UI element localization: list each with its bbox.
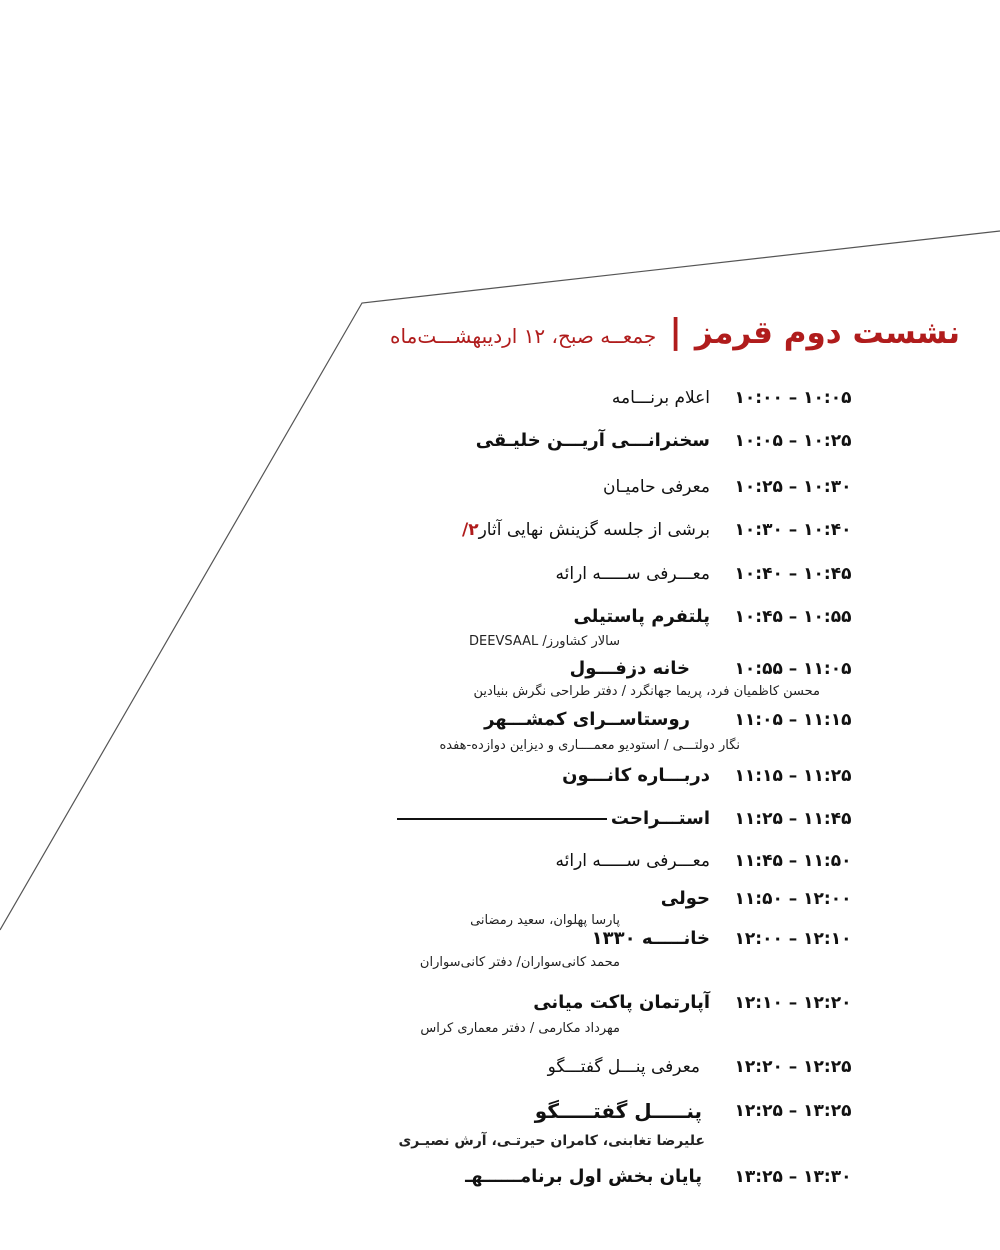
time-range: ۱۱:۱۵ – ۱۱:۲۵ xyxy=(734,766,852,786)
time-range: ۱۱:۲۵ – ۱۱:۴۵ xyxy=(734,809,852,829)
time-range: ۱۰:۰۰ – ۱۰:۰۵ xyxy=(734,388,852,408)
presenter-credit: محسن کاظمیان فرد، پریما جهانگرد / دفتر طراحی نگرش بنیادین xyxy=(473,684,820,699)
schedule-row xyxy=(0,884,1000,914)
program-title: معرفی پنـــل گفتـــگو xyxy=(547,1057,700,1077)
time-range: ۱۰:۰۵ – ۱۰:۲۵ xyxy=(734,431,852,451)
time-range: ۱۰:۳۰ – ۱۰:۴۰ xyxy=(734,520,852,540)
time-range: ۱۲:۲۵ – ۱۳:۲۵ xyxy=(734,1101,852,1121)
schedule-row xyxy=(0,804,1000,834)
presenter-credit: محمد کانی‌سواران/ دفتر کانی‌سواران xyxy=(419,955,620,970)
program-title: پایان بخش اول برنامــــــهـ xyxy=(465,1166,702,1187)
session-name: نشست دوم قرمز xyxy=(694,315,960,351)
schedule-row xyxy=(0,988,1000,1018)
edition-tag: ۲/ xyxy=(461,520,479,540)
time-range: ۱۳:۲۵ – ۱۳:۳۰ xyxy=(734,1167,852,1187)
divider-line xyxy=(397,818,607,820)
time-range: ۱۰:۲۵ – ۱۰:۳۰ xyxy=(734,477,852,497)
schedule-row xyxy=(0,426,1000,456)
program-title: پلتفرم پاستیلی xyxy=(573,606,710,627)
time-range: ۱۰:۵۵ – ۱۱:۰۵ xyxy=(734,659,852,679)
program-title: اعلام برنـــامه xyxy=(611,388,710,408)
schedule-row xyxy=(0,602,1000,632)
program-title: دربـــاره کانـــون xyxy=(562,765,710,786)
presenter-credit: مهرداد مکارمی / دفتر معماری کراس xyxy=(420,1021,620,1036)
time-range: ۱۱:۵۰ – ۱۲:۰۰ xyxy=(734,889,852,909)
program-title: معرفی حامیـان xyxy=(603,477,710,497)
time-range: ۱۲:۰۰ – ۱۲:۱۰ xyxy=(734,929,852,949)
program-title: حولی xyxy=(660,888,710,909)
program-title-text: برشی از جلسه گزینش نهایی آثار xyxy=(478,520,710,540)
session-title xyxy=(390,312,960,358)
schedule-row xyxy=(0,472,1000,502)
program-title: روستاســرای کمشـــهر xyxy=(484,709,690,730)
schedule-row xyxy=(0,654,1000,684)
program-title-text: استـــراحت xyxy=(610,808,710,829)
schedule-row xyxy=(0,1162,1000,1192)
time-range: ۱۱:۰۵ – ۱۱:۱۵ xyxy=(734,710,852,730)
program-title xyxy=(462,515,710,545)
schedule-row xyxy=(0,846,1000,876)
schedule-row xyxy=(0,1052,1000,1082)
presenter-credit: نگار دولتـــی / استودیو معمــــاری و دیزاین دوازده-هفده xyxy=(439,738,740,753)
program-title: پنـــــل گفتـــــگو xyxy=(534,1099,702,1123)
program-title xyxy=(397,804,710,834)
title-separator: | xyxy=(669,312,682,352)
schedule-row xyxy=(0,1096,1000,1126)
program-title: معـــرفی ســـــه ارائه xyxy=(555,564,710,584)
schedule-row xyxy=(0,705,1000,735)
program-title: خانـــــه ۱۳۳۰ xyxy=(591,928,710,949)
program-title: سخنرانـــی آریـــن خلیـقی xyxy=(475,430,710,451)
program-title: آپارتمان پاکت میانی xyxy=(533,992,710,1013)
program-title: خانه دزفـــول xyxy=(569,658,690,679)
presenter-credit: سالار کشاورز/ DEEVSAAL xyxy=(469,634,620,649)
schedule-row xyxy=(0,761,1000,791)
time-range: ۱۰:۴۰ – ۱۰:۴۵ xyxy=(734,564,852,584)
presenter-credit: علیرضا تغابنی، کامران حیرتـی، آرش نصیـری xyxy=(398,1133,705,1149)
program-title: معـــرفی ســـــه ارائه xyxy=(555,851,710,871)
time-range: ۱۲:۱۰ – ۱۲:۲۰ xyxy=(734,993,852,1013)
presenter-credit: پارسا پهلوان، سعید رمضانی xyxy=(470,913,620,928)
time-range: ۱۱:۴۵ – ۱۱:۵۰ xyxy=(734,851,852,871)
time-range: ۱۰:۴۵ – ۱۰:۵۵ xyxy=(734,607,852,627)
schedule-row xyxy=(0,383,1000,413)
session-date: جمعــه صبح، ۱۲ اردیبهشـــت‌ماه xyxy=(390,324,657,348)
time-range: ۱۲:۲۰ – ۱۲:۲۵ xyxy=(734,1057,852,1077)
schedule-row xyxy=(0,515,1000,545)
schedule-row xyxy=(0,924,1000,954)
schedule-row xyxy=(0,559,1000,589)
